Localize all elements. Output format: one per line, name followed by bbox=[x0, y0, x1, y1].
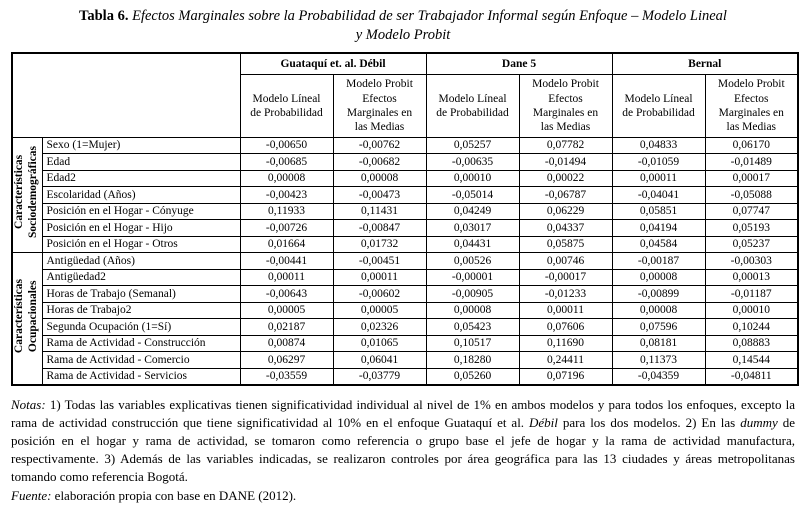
column-group-header: Dane 5 bbox=[426, 53, 612, 75]
variable-name-cell: Posición en el Hogar - Cónyuge bbox=[42, 203, 240, 220]
value-cell: -0,00451 bbox=[333, 253, 426, 270]
value-cell: -0,00017 bbox=[519, 269, 612, 286]
value-cell: 0,18280 bbox=[426, 352, 519, 369]
value-cell: -0,01187 bbox=[705, 286, 798, 303]
value-cell: 0,00013 bbox=[705, 269, 798, 286]
variable-name-cell: Antigüedad2 bbox=[42, 269, 240, 286]
value-cell: -0,00650 bbox=[240, 137, 333, 154]
model-column-header: Modelo Líneal de Probabilidad bbox=[426, 75, 519, 138]
value-cell: -0,05088 bbox=[705, 187, 798, 204]
value-cell: 0,14544 bbox=[705, 352, 798, 369]
value-cell: 0,07782 bbox=[519, 137, 612, 154]
table-row bbox=[12, 220, 798, 237]
table-row bbox=[12, 170, 798, 187]
value-cell: 0,07606 bbox=[519, 319, 612, 336]
variable-name-cell: Posición en el Hogar - Otros bbox=[42, 236, 240, 253]
value-cell: 0,00746 bbox=[519, 253, 612, 270]
model-column-header: Modelo Líneal de Probabilidad bbox=[612, 75, 705, 138]
table-row bbox=[12, 236, 798, 253]
value-cell: 0,07747 bbox=[705, 203, 798, 220]
variable-name-cell: Rama de Actividad - Servicios bbox=[42, 368, 240, 385]
value-cell: -0,00441 bbox=[240, 253, 333, 270]
value-cell: 0,07196 bbox=[519, 368, 612, 385]
value-cell: 0,11933 bbox=[240, 203, 333, 220]
value-cell: 0,11373 bbox=[612, 352, 705, 369]
value-cell: -0,03779 bbox=[333, 368, 426, 385]
model-column-header: Modelo Probit Efectos Marginales en las Medias bbox=[333, 75, 426, 138]
value-cell: 0,00008 bbox=[426, 302, 519, 319]
value-cell: 0,07596 bbox=[612, 319, 705, 336]
value-cell: 0,00008 bbox=[612, 269, 705, 286]
value-cell: -0,00602 bbox=[333, 286, 426, 303]
notes-debil-italic: Débil bbox=[529, 414, 558, 430]
variable-name-cell: Horas de Trabajo2 bbox=[42, 302, 240, 319]
variable-name-cell: Edad2 bbox=[42, 170, 240, 187]
value-cell: -0,05014 bbox=[426, 187, 519, 204]
value-cell: -0,00635 bbox=[426, 154, 519, 171]
value-cell: 0,03017 bbox=[426, 220, 519, 237]
model-column-header: Modelo Probit Efectos Marginales en las Medias bbox=[705, 75, 798, 138]
value-cell: -0,00899 bbox=[612, 286, 705, 303]
variable-name-cell: Escolaridad (Años) bbox=[42, 187, 240, 204]
table-row bbox=[12, 335, 798, 352]
value-cell: -0,00905 bbox=[426, 286, 519, 303]
value-cell: 0,06229 bbox=[519, 203, 612, 220]
value-cell: 0,01732 bbox=[333, 236, 426, 253]
value-cell: -0,00682 bbox=[333, 154, 426, 171]
table-row bbox=[12, 137, 798, 154]
variable-name-cell: Edad bbox=[42, 154, 240, 171]
table-caption-line2: y Modelo Probit bbox=[355, 26, 451, 43]
value-cell: 0,02326 bbox=[333, 319, 426, 336]
value-cell: 0,04833 bbox=[612, 137, 705, 154]
column-group-header: Bernal bbox=[612, 53, 798, 75]
notes-dummy-italic: dummy bbox=[740, 414, 778, 430]
value-cell: 0,00011 bbox=[333, 269, 426, 286]
table-row bbox=[12, 187, 798, 204]
table-row bbox=[12, 154, 798, 171]
value-cell: 0,05875 bbox=[519, 236, 612, 253]
column-group-header: Guataquí et. al. Débil bbox=[240, 53, 426, 75]
category-label-text: Características Sociodemográficas bbox=[13, 146, 40, 239]
value-cell: -0,01494 bbox=[519, 154, 612, 171]
variable-name-cell: Segunda Ocupación (1=Sí) bbox=[42, 319, 240, 336]
variable-name-cell: Posición en el Hogar - Hijo bbox=[42, 220, 240, 237]
source-note bbox=[11, 487, 795, 505]
value-cell: -0,00685 bbox=[240, 154, 333, 171]
table-row bbox=[12, 319, 798, 336]
model-column-header: Modelo Líneal de Probabilidad bbox=[240, 75, 333, 138]
table-row bbox=[12, 368, 798, 385]
value-cell: 0,11690 bbox=[519, 335, 612, 352]
value-cell: -0,01233 bbox=[519, 286, 612, 303]
value-cell: 0,00010 bbox=[426, 170, 519, 187]
value-cell: 0,00008 bbox=[240, 170, 333, 187]
notes-text-3: de posición en el hogar y rama de actividad, se tomaron como referencia o grupo base el jefe de hogar y la rama de actividad manufactura, respectivamente. 3) Además de las variables indicadas, se realizaron controles por área geográfica para las 13 ciudades y áreas metropolitanas tomando como referencia Bogotá. bbox=[11, 414, 795, 485]
value-cell: 0,00008 bbox=[612, 302, 705, 319]
value-cell: -0,04359 bbox=[612, 368, 705, 385]
value-cell: 0,00874 bbox=[240, 335, 333, 352]
value-cell: 0,00022 bbox=[519, 170, 612, 187]
value-cell: -0,00643 bbox=[240, 286, 333, 303]
value-cell: -0,01059 bbox=[612, 154, 705, 171]
value-cell: 0,05851 bbox=[612, 203, 705, 220]
value-cell: -0,00762 bbox=[333, 137, 426, 154]
value-cell: 0,04249 bbox=[426, 203, 519, 220]
value-cell: 0,05237 bbox=[705, 236, 798, 253]
value-cell: 0,06297 bbox=[240, 352, 333, 369]
notes bbox=[11, 396, 795, 505]
value-cell: 0,00011 bbox=[519, 302, 612, 319]
value-cell: 0,06041 bbox=[333, 352, 426, 369]
table-row bbox=[12, 203, 798, 220]
value-cell: 0,02187 bbox=[240, 319, 333, 336]
value-cell: 0,04337 bbox=[519, 220, 612, 237]
value-cell: 0,01664 bbox=[240, 236, 333, 253]
variable-name-cell: Sexo (1=Mujer) bbox=[42, 137, 240, 154]
value-cell: 0,06170 bbox=[705, 137, 798, 154]
value-cell: -0,00847 bbox=[333, 220, 426, 237]
table-row bbox=[12, 302, 798, 319]
notes-text-2: para los dos modelos. 2) En las bbox=[557, 414, 741, 430]
results-table bbox=[11, 52, 799, 386]
value-cell: -0,06787 bbox=[519, 187, 612, 204]
value-cell: -0,00187 bbox=[612, 253, 705, 270]
value-cell: -0,04041 bbox=[612, 187, 705, 204]
value-cell: 0,01065 bbox=[333, 335, 426, 352]
value-cell: 0,00526 bbox=[426, 253, 519, 270]
value-cell: 0,10244 bbox=[705, 319, 798, 336]
value-cell: -0,01489 bbox=[705, 154, 798, 171]
table-caption-line1: Efectos Marginales sobre la Probabilidad de ser Trabajador Informal según Enfoque – Modelo Lineal bbox=[132, 8, 727, 24]
value-cell: 0,00017 bbox=[705, 170, 798, 187]
value-cell: 0,05257 bbox=[426, 137, 519, 154]
value-cell: 0,04431 bbox=[426, 236, 519, 253]
model-column-header: Modelo Probit Efectos Marginales en las Medias bbox=[519, 75, 612, 138]
value-cell: 0,04194 bbox=[612, 220, 705, 237]
table-row bbox=[12, 286, 798, 303]
table-number: Tabla 6. bbox=[79, 8, 129, 24]
value-cell: 0,24411 bbox=[519, 352, 612, 369]
table-row bbox=[12, 269, 798, 286]
value-cell: 0,08883 bbox=[705, 335, 798, 352]
variable-name-cell: Rama de Actividad - Construcción bbox=[42, 335, 240, 352]
value-cell: -0,00423 bbox=[240, 187, 333, 204]
value-cell: 0,00011 bbox=[612, 170, 705, 187]
value-cell: -0,04811 bbox=[705, 368, 798, 385]
variable-name-cell: Horas de Trabajo (Semanal) bbox=[42, 286, 240, 303]
variable-name-cell: Rama de Actividad - Comercio bbox=[42, 352, 240, 369]
value-cell: -0,00726 bbox=[240, 220, 333, 237]
value-cell: 0,11431 bbox=[333, 203, 426, 220]
value-cell: 0,04584 bbox=[612, 236, 705, 253]
value-cell: -0,00473 bbox=[333, 187, 426, 204]
variable-name-cell: Antigüedad (Años) bbox=[42, 253, 240, 270]
source-label: Fuente: bbox=[11, 487, 52, 503]
value-cell: 0,05423 bbox=[426, 319, 519, 336]
category-label-ocupacionales bbox=[12, 253, 42, 385]
value-cell: 0,05193 bbox=[705, 220, 798, 237]
value-cell: 0,08181 bbox=[612, 335, 705, 352]
corner-cell bbox=[12, 53, 240, 138]
notes-label: Notas: bbox=[11, 396, 46, 412]
notes-text-1: 1) Todas las variables explicativas tienen significatividad individual al nivel de 1% en ambos modelos y para todos los enfoques, excepto la rama de actividad construcción que tiene significatividad al 10% en el enfoque Guataquí et al. bbox=[11, 396, 795, 430]
value-cell: 0,00005 bbox=[240, 302, 333, 319]
value-cell: 0,00011 bbox=[240, 269, 333, 286]
value-cell: 0,00008 bbox=[333, 170, 426, 187]
table-row bbox=[12, 253, 798, 270]
table-row bbox=[12, 352, 798, 369]
value-cell: 0,00005 bbox=[333, 302, 426, 319]
table-title bbox=[11, 7, 795, 45]
value-cell: 0,00010 bbox=[705, 302, 798, 319]
value-cell: 0,10517 bbox=[426, 335, 519, 352]
value-cell: -0,03559 bbox=[240, 368, 333, 385]
value-cell: -0,00303 bbox=[705, 253, 798, 270]
value-cell: 0,05260 bbox=[426, 368, 519, 385]
value-cell: -0,00001 bbox=[426, 269, 519, 286]
source-text: elaboración propia con base en DANE (2012). bbox=[51, 487, 297, 503]
category-label-sociodemograficas bbox=[12, 137, 42, 253]
category-label-text: Características Ocupacionales bbox=[13, 278, 40, 353]
